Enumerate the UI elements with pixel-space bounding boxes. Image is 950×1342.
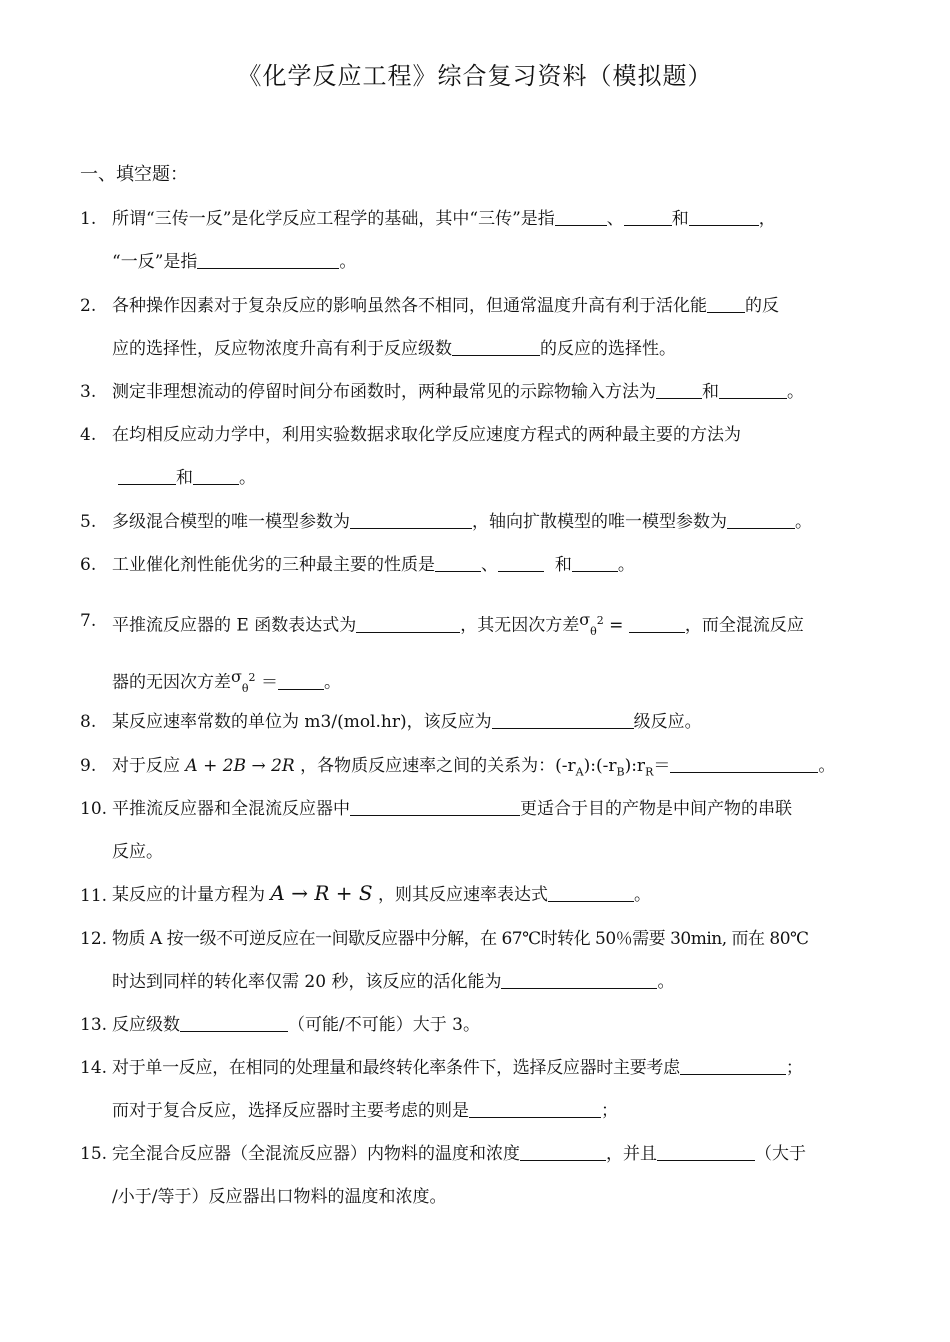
answer-blank[interactable] <box>350 797 520 816</box>
question-3-line-1: 测定非理想流动的停留时间分布函数时，两种最常见的示踪物输入方法为 和 。 <box>112 382 804 402</box>
answer-blank[interactable] <box>498 553 544 572</box>
reaction-equation: A + 2B → 2R <box>185 756 295 776</box>
section-heading: 一、填空题： <box>80 164 188 185</box>
answer-blank[interactable] <box>656 380 702 399</box>
reaction-equation: A → R + S <box>270 881 373 905</box>
question-number: 11. <box>80 886 108 906</box>
question-9-line-1: 对于反应 A + 2B → 2R ，各物质反应速率之间的关系为：$(-r_A):(-r_B):r_R=$ 。 <box>112 756 836 779</box>
answer-blank[interactable] <box>356 614 460 633</box>
answer-blank[interactable] <box>435 553 481 572</box>
answer-blank[interactable] <box>572 553 618 572</box>
question-number: 4. <box>80 425 97 445</box>
question-number: 8. <box>80 712 97 732</box>
question-number: 12. <box>80 929 108 949</box>
question-1-line-1: 所谓“三传一反”是化学反应工程学的基础，其中“三传”是指 、 和 ， <box>112 209 776 229</box>
answer-blank[interactable] <box>629 614 685 633</box>
question-number: 13. <box>80 1015 108 1035</box>
question-4-line-2: 和 。 <box>118 466 256 490</box>
question-number: 1. <box>80 209 97 229</box>
answer-blank[interactable] <box>727 510 795 529</box>
question-15-line-2: /小于/等于）反应器出口物料的温度和浓度。 <box>112 1187 447 1207</box>
question-12-line-1: 物质 A 按一级不可逆反应在一间歇反应器中分解，在 67℃时转化 50％需要 30min, 而在 80℃ <box>112 929 809 949</box>
question-10-line-2: 反应。 <box>112 842 163 862</box>
answer-blank[interactable] <box>624 207 672 226</box>
answer-blank[interactable] <box>689 207 759 226</box>
question-4-line-1: 在均相反应动力学中，利用实验数据求取化学反应速度方程式的两种最主要的方法为 <box>112 425 741 445</box>
answer-blank[interactable] <box>492 710 634 729</box>
answer-blank[interactable] <box>719 380 787 399</box>
question-number: 7. <box>80 611 97 631</box>
question-7-line-2: 器的无因次方差$\sigma_\theta^2$ ＝ 。 <box>112 666 341 696</box>
answer-blank[interactable] <box>680 1056 786 1075</box>
question-number: 3. <box>80 382 97 402</box>
question-14-line-2: 而对于复合反应，选择反应器时主要考虑的则是 ； <box>112 1101 618 1121</box>
answer-blank[interactable] <box>118 466 176 485</box>
question-number: 5. <box>80 512 97 532</box>
question-number: 9. <box>80 756 97 776</box>
question-15-line-1: 完全混合反应器（全混流反应器）内物料的温度和浓度 ，并且 （大于 <box>112 1144 806 1164</box>
answer-blank[interactable] <box>501 970 657 989</box>
question-number: 6. <box>80 555 97 575</box>
question-number: 2. <box>80 296 97 316</box>
question-11-line-1: 某反应的计量方程为 A → R + S ，则其反应速率表达式 。 <box>112 881 651 905</box>
question-13-line-1: 反应级数 （可能/不可能）大于 3。 <box>112 1015 480 1035</box>
answer-blank[interactable] <box>520 1142 606 1161</box>
answer-blank[interactable] <box>469 1099 601 1118</box>
sigma-symbol: σ <box>231 666 242 686</box>
question-2-line-1: 各种操作因素对于复杂反应的影响虽然各不相同，但通常温度升高有利于活化能 的反 <box>112 296 779 316</box>
question-8-line-1: 某反应速率常数的单位为 m3/(mol.hr)，该反应为 级反应。 <box>112 712 702 732</box>
question-1-line-2: “一反”是指 。 <box>112 252 357 272</box>
question-7-line-1: 平推流反应器的 E 函数表达式为 ，其无因次方差$\sigma_\theta^2$ = ，而全混流反应 <box>112 609 804 639</box>
answer-blank[interactable] <box>180 1013 288 1032</box>
question-10-line-1: 平推流反应器和全混流反应器中 更适合于目的产物是中间产物的串联 <box>112 799 792 819</box>
question-number: 10. <box>80 799 108 819</box>
question-number: 15. <box>80 1144 108 1164</box>
answer-blank[interactable] <box>278 671 324 690</box>
answer-blank[interactable] <box>193 466 239 485</box>
answer-blank[interactable] <box>707 294 745 313</box>
question-12-line-2: 时达到同样的转化率仅需 20 秒，该反应的活化能为 。 <box>112 972 675 992</box>
answer-blank[interactable] <box>548 883 634 902</box>
sigma-symbol: σ <box>579 609 591 629</box>
answer-blank[interactable] <box>350 510 472 529</box>
answer-blank[interactable] <box>670 754 818 773</box>
question-6-line-1: 工业催化剂性能优劣的三种最主要的性质是 、 和 。 <box>112 555 635 575</box>
question-5-line-1: 多级混合模型的唯一模型参数为 ，轴向扩散模型的唯一模型参数为 。 <box>112 512 812 532</box>
question-14-line-1: 对于单一反应，在相同的处理量和最终转化率条件下，选择反应器时主要考虑 ； <box>112 1058 803 1078</box>
answer-blank[interactable] <box>452 337 540 356</box>
document-title: 《化学反应工程》综合复习资料（模拟题） <box>237 62 713 90</box>
answer-blank[interactable] <box>657 1142 755 1161</box>
question-number: 14. <box>80 1058 108 1078</box>
question-2-line-2: 应的选择性，反应物浓度升高有利于反应级数 的反应的选择性。 <box>112 339 676 359</box>
answer-blank[interactable] <box>555 207 607 226</box>
answer-blank[interactable] <box>197 250 339 269</box>
